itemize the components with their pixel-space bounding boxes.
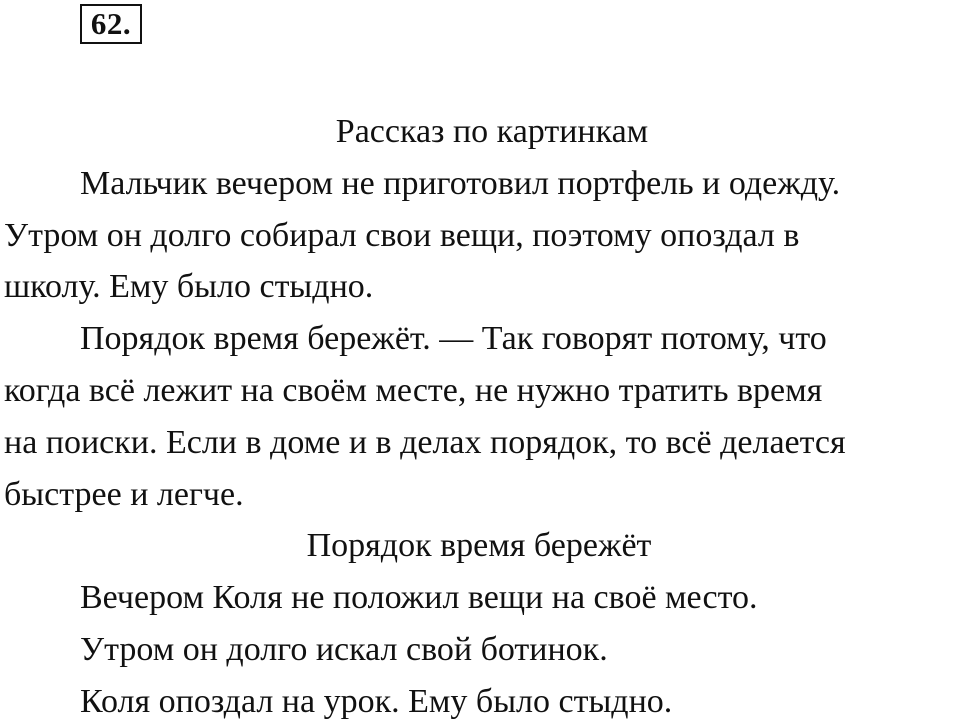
explanation-line-2: когда всё лежит на своём месте, не нужно тратить время: [4, 371, 823, 409]
explanation-line-3: на поиски. Если в доме и в делах порядок, то всё делается: [4, 423, 846, 461]
exercise-text: [4, 106, 960, 728]
story-one-line-2: Утром он долго собирал свои вещи, поэтому опоздал в: [4, 216, 800, 254]
explanation-line-4: быстрее и легче.: [4, 475, 244, 513]
story-two-line-3: Коля опоздал на урок. Ему было стыдно.: [80, 682, 673, 720]
story-two-line-1: Вечером Коля не положил вещи на своё место.: [80, 579, 758, 617]
story-two-line-2: Утром он долго искал свой ботинок.: [80, 630, 608, 668]
exercise-number-box: 62.: [80, 4, 142, 44]
story-two-title: Порядок время бережёт: [306, 527, 652, 565]
explanation-line-1: Порядок время бережёт. — Так говорят потому, что: [80, 320, 827, 358]
story-one-line-1: Мальчик вечером не приготовил портфель и одежду.: [80, 164, 841, 202]
story-one-line-3: школу. Ему было стыдно.: [4, 268, 374, 306]
story-one-title: Рассказ по картинкам: [335, 113, 649, 150]
